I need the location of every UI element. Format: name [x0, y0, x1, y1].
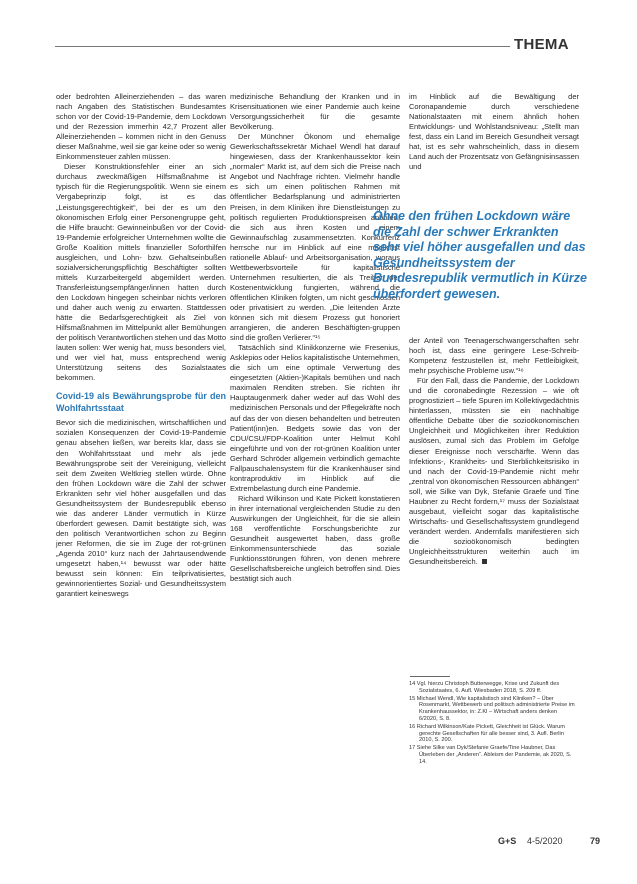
journal-brand: G+S	[498, 836, 517, 846]
header-rule	[55, 46, 510, 47]
paragraph: der Anteil von Teenagerschwangerschaften sehr hoch ist, dass eine geringere Lese-Schreib-Kompetenz festzustellen ist, mehr Fettleibigkeit, mehr psychische Probleme usw.“¹⁶	[409, 336, 579, 376]
paragraph: Richard Wilkinson und Kate Pickett konstatieren in ihrer international vergleichenden Studie zu den Auswirkungen der Ungleichheit, für die sie allein 168 veröffentlichte Forschungsberichte zur Gesundheit ausgewertet haben, dass große Einkommensunterschiede das soziale Funktionsstörungen führen, von denen mehrere Gesellschaftsbereiche ungleich betroffen sind. Dies bestätigt sich auch	[230, 493, 400, 584]
footnotes	[409, 681, 577, 767]
paragraph-text: Für den Fall, dass die Pandemie, der Lockdown und die coronabedingte Rezession – wie oft prognostiziert – tiefe Spuren im Kollektivgedächtnis hinterlassen, müssten sie ein nachhaltige öffentliche Debatte über die sozioökonomischen Ungleichheit und Möglichkeiten ihrer Reduktion auslösen, zumal sich das Problem im Gefolge dieser Ereignisse noch verschärfte. Wenn das Infektions-, Krankheits- und Sterblichkeitsrisiko in und nach der Covid-19-Pandemie nicht mehr „zentral von ökonomischen Ressourcen abhängen“ soll, wie Silke van Dyk, Stefanie Graefe und Tine Haubner zu Recht fordern,¹⁷ muss der Sozialstaat ausgebaut, vielleicht sogar das kapitalistische Wirtschafts- und Gesellschaftssystem grundlegend verändert werden. Andernfalls manifestieren sich die sozioökonomisch bedingten Ungleichheitsstrukturen weiterhin auch im Gesundheitsbereich.	[409, 376, 579, 567]
issue-number: 4-5/2020	[527, 836, 563, 846]
footnote: 16 Richard Wilkinson/Kate Pickett, Gleichheit ist Glück. Warum gerechte Gesellschaften für alle besser sind, 3. Aufl. Berlin 2010, S. 200.	[409, 723, 565, 744]
end-mark-icon	[482, 559, 487, 564]
column-3-bottom	[409, 336, 579, 567]
column-1	[56, 92, 226, 599]
page-number: 79	[590, 836, 601, 846]
paragraph: im Hinblick auf die Bewältigung der Coronapandemie durch verschiedene Nationalstaaten mit einem ähnlich hohen Entwicklungs- und Wohlstandsniveau: „Stellt man fest, dass ein Land im Bereich Gesundheit versagt hat, ist es sehr wahrscheinlich, dass in diesem Land auch der Prozentsatz von Gefängnisinsassen und	[409, 92, 579, 172]
subheading: Covid-19 als Bewährungsprobe für den Wohlfahrtsstaat	[56, 391, 226, 413]
column-3-top	[409, 92, 579, 172]
paragraph: Dieser Konstruktionsfehler einer an sich durchaus zweckmäßigen Hilfsmaßnahme ist typisch für die Regierungspolitik. Wenn sie einem Vergabeprinzip folgt, ist es das „Leistungsgerechtigkeit“, bei der es um den ökonomischen Erfolg einer Personengruppe geht, die Hilfe braucht: Gewinneinbußen vor der Covid-19-Pandemie erfolgreicher Unternehmen wollte die Große Koalition mittels finanzieller Soforthilfen ausgleichen, und Lohn- bzw. Gehaltseinbußen sozialversicherungspflichtig Beschäftigter sollten mittels Kurzarbeitergeld abgemildert werden. Transferleistungsempfänger/innen hatten durch den Lockdown hingegen scheinbar nichts verloren und daher auch wenig zu erwarten. Stattdessen hätte die Bedarfsgerechtigkeit als Ziel von Hilfsmaßnahmen im Mittelpunkt aller Bemühungen der politisch Verantwortlichen stehen und das Motto lauten sollen: Wer wenig hat, muss besonders viel, und wer viel hat, muss entsprechend wenig Unterstützung seitens des Sozialstaates bekommen.	[56, 162, 226, 383]
footnote: 14 Vgl. hierzu Christoph Butterwegge, Krise und Zukunft des Sozialstaates, 6. Aufl. Wiesbaden 2018, S. 209 ff.	[409, 681, 560, 694]
footnote-rule	[410, 676, 450, 677]
paragraph: Der Münchner Ökonom und ehemalige Gewerkschaftssekretär Michael Wendl hat darauf hingewiesen, dass der Krankenhaussektor kein „normaler“ Markt ist, auf dem sich die Preise nach Angebot und Nachfrage richten. Vielmehr handle es sich um einen politischen Rahmen mit öffentlicher Bedarfsplanung und administrierten Preisen, in dem Kliniken ihre Dienstleistungen zu politisch regulierten Produktionspreisen anböten, die sich aus ihren Kosten und einem Gewinnaufschlag zusammensetzten. Konkurrenz herrsche nur im Hinblick auf eine möglichst rationelle Ablauf- und Arbeitsorganisation, woraus Wettbewerbsvorteile für kapitalistische Unternehmen resultierten, die als Treiber der Kostenentwicklung fungierten, während die öffentlichen Kliniken folgten, um nicht geschlossen oder privatisiert zu werden. „Die leitenden Ärzte können sich mit diesem Prozess gut honoriert arrangieren, die anderen Beschäftigten-gruppen sind die großen Verlierer.“¹⁵	[230, 132, 400, 343]
paragraph: medizinische Behandlung der Kranken und in Krisensituationen wie einer Pandemie auch keine Versorgungssicherheit für die gesamte Bevölkerung.	[230, 92, 400, 132]
paragraph: oder bedrohten Alleinerziehenden – das waren nach Angaben des Statistischen Bundesamtes schon vor der Covid-19-Pandemie, dem Lockdown und der Rezession immerhin 42,7 Prozent aller Alleinerziehenden – kommen nicht in den Genuss dieser Maßnahme, weil sie gar keine oder so wenig Einkommensteuer zahlen müssen.	[56, 92, 226, 162]
paragraph: Tatsächlich sind Klinikkonzerne wie Fresenius, Asklepios oder Helios kapitalistische Unternehmen, die sich um eine optimale Verwertung des eingesetzten (Aktien-)Kapitals bemühen und nach maximalen Renditen streben. Sie richten ihr Hauptaugenmerk daher weder auf das Wohl des medizinischen Personals und der Pflegekräfte noch auf das der von diesen behandelten und betreuten Patient(inn)en. Bedgets sowie das von der CDU/CSU/FDP-Koalition unter Helmut Kohl eingeführte und von der rot-grünen Koalition unter Gerhard Schröder allgemein verbindlich gemachte Fallpauschalensystem für die Krankenhäuser sind kontraproduktiv im Hinblick auf die Extrembelastung durch eine Pandemie.	[230, 343, 400, 493]
pull-quote: Ohne den frühen Lockdown wäre die Zahl der schwer Erkrankten sehr viel höher ausgefallen und das Gesundheitssystem der Bundesrepublik vermutlich in Kürze überfordert gewesen.	[373, 209, 587, 301]
column-2	[230, 92, 400, 584]
paragraph	[409, 376, 579, 567]
paragraph: Bevor sich die medizinischen, wirtschaftlichen und sozialen Konsequenzen der Covid-19-Pandemie genau absehen ließen, war bereits klar, dass sie den Wohlfahrtsstaat und mehr als jede Bewährungsprobe seit der Vereinigung, vielleicht seit dem Zweiten Weltkrieg stellen würde. Ohne den frühen Lockdown wäre die Zahl der schwer Erkrankten sehr viel höher ausgefallen und das Gesundheitssystem der Bundesrepublik ebenso wie das anderer Länder vermutlich in Kürze überfordert gewesen. Damit bestätigte sich, was den politisch Verantwortlichen schon zu Beginn jener Reformen, die sie im Zuge der rot-grünen „Agenda 2010“ kurz nach der Jahrtausendwende umgesetzt haben,¹⁴ bewusst war oder hätte bewusst sein können: Ein teilprivatisiertes, gewinnorientiertes Sozial- und Gesundheitssystem garantiert keineswegs	[56, 418, 226, 599]
footnote: 17 Siehe Silke van Dyk/Stefanie Graefe/Tine Haubner, Das Überleben der „Anderen“. Ableism der Pandemie, ak 2020, S. 14.	[409, 745, 572, 765]
section-label: THEMA	[514, 36, 569, 53]
footnote: 15 Michael Wendl, Wie kapitalistisch sind Kliniken? – Über Rosenmarkt, Wettbewerb und politisch administrierte Preise im Krankenhaussektor, in: Z.Kl – Wirtschaft anders denken 6/2020, S. 8.	[409, 695, 575, 722]
